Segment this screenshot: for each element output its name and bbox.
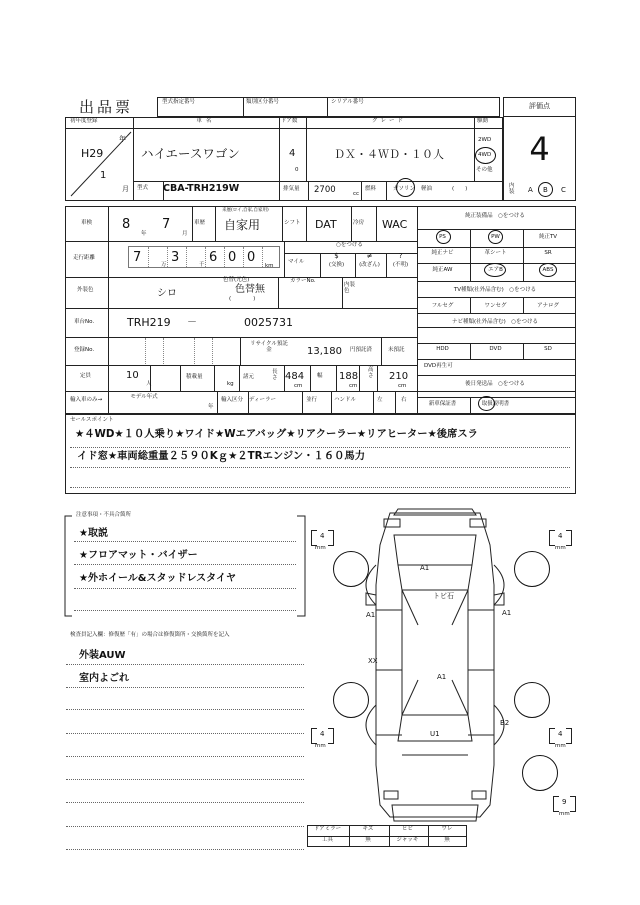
drive-label: 駆動	[477, 118, 489, 124]
load-label: 積載量	[186, 374, 203, 380]
legend-v4: 無	[444, 837, 450, 843]
equip-leather: 革シート	[484, 250, 507, 256]
mileage-digit-3: 6	[209, 250, 218, 265]
tire-rr-unit: mm	[555, 743, 566, 749]
interior-c: C	[561, 186, 566, 194]
model-label: 型式	[137, 185, 149, 191]
wid-value: 188	[339, 371, 359, 382]
sales-line-2: イド窓★車両総重量２５９０Kｇ★２TRエンジン・１６０馬力	[77, 450, 366, 462]
tire-rear-left	[333, 682, 369, 718]
fuel-label: 燃料	[365, 186, 377, 192]
doors-label: ドア数	[281, 118, 298, 124]
len-value: 484	[285, 371, 305, 382]
fuel-diesel: 軽油	[421, 186, 433, 192]
fuel-circle	[396, 178, 415, 197]
month-unit: 月	[122, 185, 129, 193]
equip-ps: PS	[439, 234, 446, 240]
damage-a1-right: A1	[502, 609, 512, 617]
grade-label: グレード	[371, 118, 406, 124]
tv-fullseg: フルセグ	[431, 303, 454, 309]
inspection-month-unit: 月	[182, 231, 188, 237]
navi-type-title: ナビ種類(社外品含む) ○をつける	[451, 319, 539, 325]
equip-abs: ABS	[542, 267, 554, 273]
tire-spare	[522, 755, 558, 791]
tire-rr-depth: 4	[558, 730, 563, 738]
tire-spare-depth: 9	[562, 798, 567, 806]
fuel-other: ( )	[452, 186, 468, 192]
car-diagram	[340, 505, 530, 825]
len-unit: cm	[294, 383, 303, 389]
legend-h1: ドアミラー	[313, 826, 342, 832]
note-2: ★フロアマット・バイザー	[79, 550, 198, 561]
import-class-label: 輸入区分	[221, 397, 244, 403]
hgt-unit: cm	[398, 383, 407, 389]
first-reg-era: H29	[81, 147, 104, 160]
page-title: 出品票	[79, 98, 134, 116]
mileage-digit-2: 3	[171, 250, 180, 265]
damage-a1-rear: A1	[437, 673, 447, 681]
recycle-unit: 円預託済	[350, 347, 373, 353]
import-parallel: 並行	[306, 397, 318, 403]
equip-pw-circle	[488, 230, 503, 244]
color-change-label: 色替(元色)	[223, 277, 250, 283]
later-title: 後日発送品 ○をつける	[465, 381, 525, 387]
drive-4wd-circle	[475, 147, 496, 164]
model-value: CBA-TRH219W	[163, 183, 240, 194]
mile-unknown-symbol: ?	[398, 252, 403, 260]
tire-rl-depth: 4	[320, 730, 325, 738]
handle-right: 右	[401, 397, 407, 403]
id-fields	[157, 97, 500, 117]
equip-pw: PW	[491, 234, 500, 240]
wid-label: 幅	[317, 373, 323, 379]
hgt-value: 210	[389, 371, 409, 382]
chassis-dash: －	[187, 317, 197, 328]
legend-h3: ヒビ	[401, 826, 413, 832]
usage-label: 車歴	[194, 220, 206, 226]
mile-tamper: (改ざん)	[359, 262, 380, 268]
inspector-note-2: 室内よごれ	[79, 673, 129, 684]
tv-analog: アナログ	[536, 303, 559, 309]
first-reg-month: 1	[100, 170, 107, 181]
drive-4wd: 4WD	[478, 152, 492, 158]
interior-a: A	[528, 186, 533, 194]
sales-line-1: ★４WD★１０人乗り★ワイド★Wエアバッグ★リアクーラー★リアヒーター★後席スラ	[75, 428, 478, 440]
tv-oneseg: ワンセグ	[484, 303, 507, 309]
tire-front-right	[514, 551, 550, 587]
navi-dvd: DVD	[489, 346, 502, 352]
tv-type-title: TV種類(社外品含む) ○をつける	[453, 287, 537, 293]
mile-tamper-symbol: ≠	[366, 252, 373, 260]
mileage-digit-5: 0	[247, 250, 256, 265]
equip-tv: 純正TV	[538, 234, 558, 240]
tire-rl-unit: mm	[315, 743, 326, 749]
capacity-unit: 人	[146, 381, 152, 387]
inspection-year: 8	[122, 217, 131, 232]
damage-u1: U1	[430, 730, 440, 738]
legend-v1: 工具	[321, 837, 333, 843]
wid-unit: cm	[349, 383, 358, 389]
note-3: ★外ホイール&スタッドレスタイヤ	[79, 573, 236, 584]
ac-label: 冷房	[353, 220, 365, 226]
model-year-suffix: 年	[208, 404, 214, 410]
mileage-man: 万	[161, 262, 167, 268]
shift-label: シフト	[284, 220, 301, 226]
navi-sd: SD	[544, 346, 552, 352]
later-manual-circle	[478, 396, 495, 411]
mile-exchange: (交換)	[328, 262, 345, 268]
usage-top-label: 来歴(ロイ,自家,自家用)	[222, 208, 269, 213]
color-paren: ( )	[229, 296, 256, 302]
drive-other: その他	[476, 167, 493, 173]
mileage-sen: 千	[199, 262, 205, 268]
grade-value: ＤＸ・４ＷＤ・１０人	[334, 148, 444, 161]
model-year-label: モデル年式	[130, 394, 158, 400]
tire-fl-depth: 4	[320, 532, 325, 540]
mileage-note: ○をつける	[336, 242, 363, 248]
hgt-label: 高さ	[368, 367, 374, 379]
mile-unknown: (不明)	[392, 262, 409, 268]
recycle-label: リサイクル預託金	[250, 341, 288, 354]
handle-label: ハンドル	[334, 397, 357, 403]
class-number-label: 類別区分番号	[246, 99, 280, 105]
load-unit: kg	[227, 381, 234, 387]
mileage-digit-4: 0	[228, 250, 237, 265]
ac-value: WAC	[382, 218, 408, 231]
drive-2wd: 2WD	[478, 137, 492, 143]
mileage-label: 走行距離	[73, 255, 96, 261]
handle-left: 左	[377, 397, 383, 403]
sales-label: セールスポイント	[70, 417, 114, 423]
capacity-label: 定員	[80, 373, 92, 379]
mileage-unit: km	[265, 263, 274, 269]
legend-v2: 無	[365, 837, 371, 843]
damage-a1-left: A1	[366, 611, 376, 619]
color-value: シロ	[157, 288, 177, 299]
color-change-value: 色替無	[235, 284, 265, 295]
disp-unit: cc	[353, 191, 360, 197]
interior-label: 内装	[509, 183, 515, 195]
doors-value: 4	[289, 148, 296, 159]
chassis-number: 0025731	[244, 316, 293, 329]
damage-a1-hood: A1	[420, 564, 430, 572]
navi-hdd: HDD	[436, 346, 449, 352]
dims-label: 諸元	[243, 374, 255, 380]
equip-navi: 純正ナビ	[431, 250, 454, 256]
car-name: ハイエースワゴン	[141, 146, 240, 161]
serial-number-label: シリアル番号	[331, 99, 364, 105]
equip-abs-circle	[539, 263, 557, 277]
inspector-note-1: 外装AUW	[79, 650, 126, 661]
tire-rear-right	[514, 682, 550, 718]
fuel-gasoline: ガソリン	[393, 186, 416, 192]
interior-b-circle	[538, 182, 553, 197]
mile-label: マイル	[288, 259, 305, 265]
note-1: ★取説	[79, 528, 108, 539]
equip-title: 純正装備品 ○をつける	[465, 213, 525, 219]
year-unit: 年	[119, 135, 126, 143]
tire-fr-unit: mm	[555, 545, 566, 551]
damage-b2: B2	[500, 719, 510, 727]
capacity-value: 10	[126, 370, 139, 381]
disp-value: 2700	[314, 185, 336, 195]
later-manual: 取扱説明書	[481, 401, 510, 407]
inspection-label: 車検	[81, 220, 93, 226]
len-label: 長さ	[272, 369, 278, 381]
import-label: 輸入車のみ→	[70, 397, 103, 403]
tire-fl-unit: mm	[315, 545, 326, 551]
legend-h4: ワレ	[441, 826, 453, 832]
notes-label: 注意事項・不具合箇所	[76, 512, 132, 518]
colorno-label: カラーNo.	[290, 278, 316, 284]
type-designation-label: 型式指定番号	[162, 99, 196, 105]
equip-ps-circle	[436, 230, 451, 244]
reg-label: 登録No.	[74, 347, 95, 353]
equip-aw: 純正AW	[432, 267, 453, 273]
car-name-label: 車名	[196, 118, 216, 124]
score-label: 評価点	[529, 102, 550, 110]
dvd-play: DVD再生可	[424, 363, 453, 369]
mile-exchange-symbol: $	[334, 252, 339, 260]
first-reg-label: 初年度登録	[70, 118, 98, 124]
mileage-digit-1: 7	[133, 250, 142, 265]
inspection-month: 7	[162, 217, 171, 232]
disp-label: 排気量	[283, 186, 300, 192]
interior-b: B	[543, 186, 548, 194]
recycle-not: 未預託	[388, 347, 405, 353]
usage-value: 自家用	[224, 218, 261, 232]
interior-color-label: 内装色	[344, 282, 356, 295]
legend-v3: ジャッキ	[396, 837, 419, 843]
tire-front-left	[333, 551, 369, 587]
damage-tobi: トビ石	[433, 592, 454, 600]
equip-airbag: エアB	[488, 267, 503, 273]
equip-airbag-circle	[484, 263, 506, 277]
equip-sr: SR	[544, 250, 552, 256]
inspection-year-unit: 年	[141, 231, 147, 237]
damage-xx: XX	[368, 657, 378, 665]
later-warranty: 新車保証書	[428, 401, 457, 407]
legend-h2: キズ	[362, 826, 374, 832]
doors-sub: 0	[295, 167, 299, 173]
tire-fr-depth: 4	[558, 532, 563, 540]
recycle-value: 13,180	[307, 346, 342, 357]
tire-spare-unit: mm	[559, 811, 570, 817]
score-value: 4	[529, 130, 550, 168]
shift-value: DAT	[315, 218, 337, 231]
import-dealer: ディーラー	[249, 397, 277, 403]
chassis-label: 車台No.	[74, 319, 95, 325]
chassis-model: TRH219	[127, 316, 171, 329]
color-label: 外装色	[77, 287, 94, 293]
inspector-label: 検査員記入欄：修復歴「有」の場合は修復箇所・交換箇所を記入	[70, 632, 230, 638]
